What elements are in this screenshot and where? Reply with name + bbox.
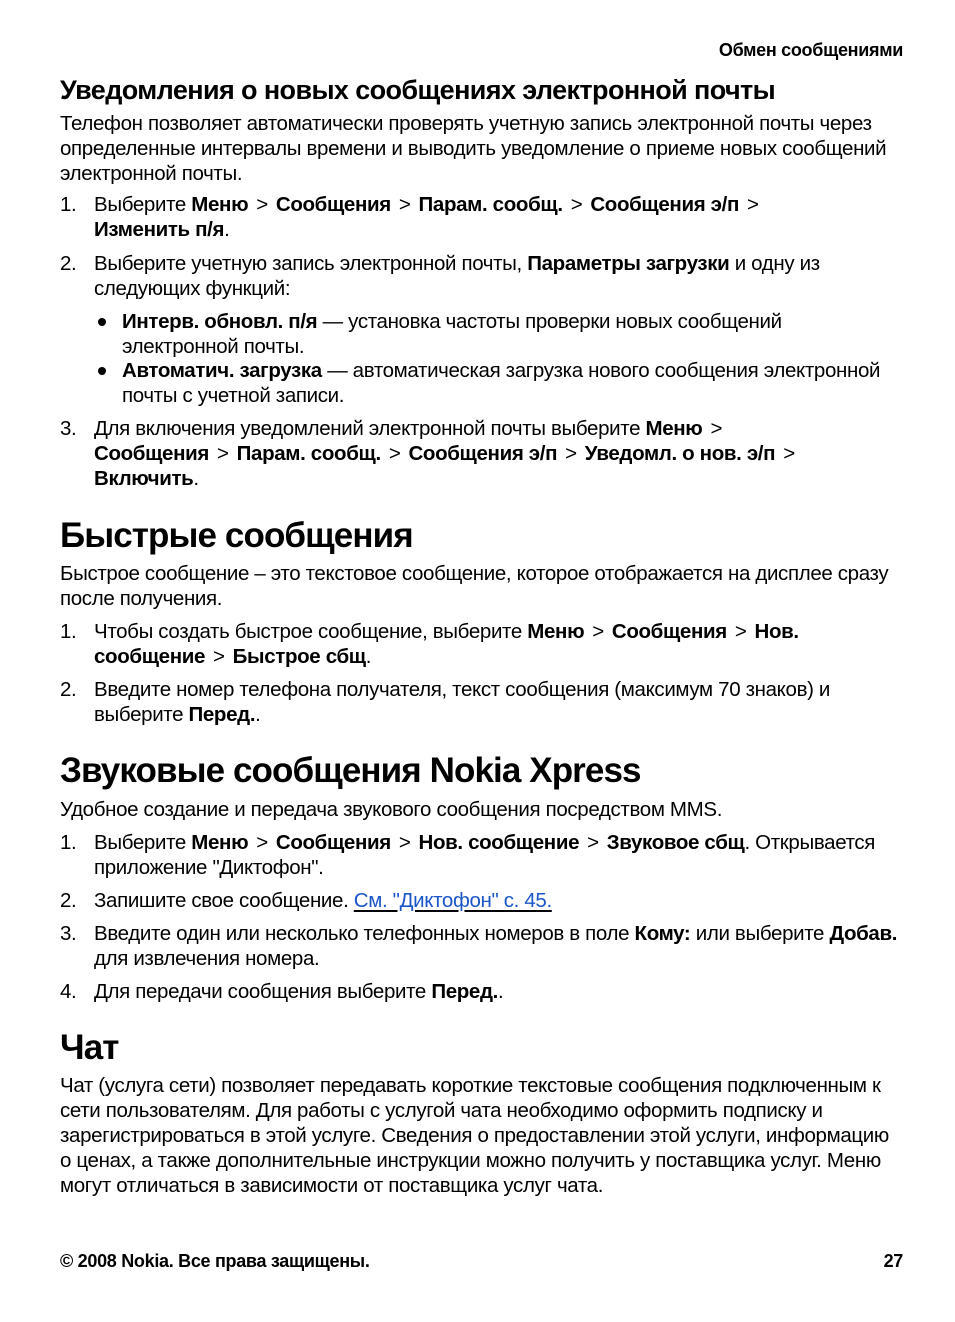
path-separator: > <box>256 193 268 216</box>
bullet-icon <box>98 367 106 375</box>
softkey-name: Перед. <box>431 980 498 1003</box>
step-number: 1. <box>60 620 77 643</box>
option-term: Интерв. обновл. п/я <box>122 310 318 333</box>
option-name: Параметры загрузки <box>527 252 730 275</box>
step-number: 1. <box>60 831 77 854</box>
menu-path-item: Нов. сообщение <box>94 620 799 668</box>
menu-path-item: Уведомл. о нов. э/п <box>584 442 776 465</box>
section-title-chat: Чат <box>60 1028 119 1067</box>
step-number: 3. <box>60 922 77 945</box>
email-option-bullet-1: Интерв. обновл. п/я — установка частоты проверки новых сообщений электронной почты. <box>94 309 903 359</box>
xpress-step-3: 3. Введите один или несколько телефонных номеров в поле Кому: или выберите Добав. для извлечения номера. <box>60 922 898 970</box>
menu-path-item: Меню <box>527 620 585 643</box>
page-footer <box>60 1251 903 1272</box>
email-step-1: 1. Выберите Меню > Сообщения > Парам. сообщ. > Сообщения э/п > Изменить п/я. <box>60 193 759 241</box>
step-number: 2. <box>60 678 77 701</box>
xpress-intro-paragraph: Удобное создание и передача звукового сообщения посредством MMS. <box>60 798 723 821</box>
xpress-step-1: 1. Выберите Меню > Сообщения > Нов. сообщение > Звуковое сбщ. Открывается приложение "Диктофон". <box>60 831 876 879</box>
section-title-email-notifications: Уведомления о новых сообщениях электронной почты <box>60 75 776 105</box>
menu-path-item: Меню <box>191 193 249 216</box>
page-number: 27 <box>883 1251 903 1271</box>
menu-path-item: Сообщения э/п <box>590 193 740 216</box>
menu-path-item: Включить <box>94 467 194 490</box>
menu-path-item: Сообщения <box>275 193 391 216</box>
section-title-nokia-xpress: Звуковые сообщения Nokia Xpress <box>60 751 641 790</box>
menu-path-item: Сообщения <box>611 620 727 643</box>
menu-path-item: Меню <box>191 831 249 854</box>
menu-path-item: Нов. сообщение <box>418 831 580 854</box>
step-number: 1. <box>60 193 77 216</box>
step-number: 2. <box>60 889 77 912</box>
voice-recorder-cross-reference-link[interactable]: См. "Диктофон" с. 45. <box>353 889 552 912</box>
field-name: Кому: <box>634 922 691 945</box>
copyright-notice: © 2008 Nokia. Все права защищены. <box>60 1251 370 1271</box>
menu-path-item: Сообщения <box>275 831 391 854</box>
bullet-icon <box>98 318 106 326</box>
step-number: 4. <box>60 980 77 1003</box>
menu-path-item: Парам. сообщ. <box>418 193 563 216</box>
menu-path-item: Сообщения э/п <box>408 442 558 465</box>
step-number: 2. <box>60 252 77 275</box>
menu-path-item: Изменить п/я <box>94 218 225 241</box>
flash-step-2: 2. Введите номер телефона получателя, текст сообщения (максимум 70 знаков) и выберите Перед.. <box>60 678 831 726</box>
xpress-step-2: 2. Запишите свое сообщение. См. "Диктофон" с. 45. <box>60 889 552 912</box>
softkey-name: Перед. <box>188 703 256 726</box>
flash-intro-paragraph: Быстрое сообщение – это текстовое сообщение, которое отображается на дисплее сразу после получения. <box>60 562 889 610</box>
email-option-bullet-2: Автоматич. загрузка — автоматическая загрузка нового сообщения электронной почты с учетной записи. <box>94 358 903 408</box>
email-intro-paragraph: Телефон позволяет автоматически проверять учетную запись электронной почты через определенные интервалы времени и выводить уведомление о приеме новых сообщений электронной почты. <box>60 112 887 185</box>
menu-path-item: Быстрое сбщ <box>232 645 366 668</box>
step-number: 3. <box>60 417 77 440</box>
option-term: Автоматич. загрузка <box>122 359 322 382</box>
menu-path-item: Звуковое сбщ <box>606 831 745 854</box>
flash-step-1: 1. Чтобы создать быстрое сообщение, выберите Меню > Сообщения > Нов. сообщение > Быстрое сбщ. <box>60 620 799 668</box>
xpress-step-4: 4. Для передачи сообщения выберите Перед.. <box>60 980 504 1003</box>
menu-path-item: Парам. сообщ. <box>236 442 381 465</box>
section-title-flash-messages: Быстрые сообщения <box>60 516 413 555</box>
menu-path-item: Меню <box>645 417 703 440</box>
softkey-name: Добав. <box>829 922 898 945</box>
chat-body-paragraph: Чат (услуга сети) позволяет передавать короткие текстовые сообщения подключенным к сети пользователям. Для работы с услугой чата необходимо оформить подписку и зарегистрироваться в этой услуге. Сведения о предоставлении этой услуги, информацию о ценах, а также дополнительные инструкции можно получить у поставщика услуг. Меню могут отличаться в зависимости от поставщика услуг чата. <box>60 1074 889 1197</box>
menu-path-item: Сообщения <box>94 442 210 465</box>
running-head: Обмен сообщениями <box>718 40 903 60</box>
email-step-2: 2. Выберите учетную запись электронной почты, Параметры загрузки и одну из следующих функций: <box>60 252 820 300</box>
email-step-3: 3. Для включения уведомлений электронной почты выберите Меню > Сообщения > Парам. сообщ. > Сообщения э/п > Уведомл. о нов. э/п > Включить. <box>60 417 795 490</box>
